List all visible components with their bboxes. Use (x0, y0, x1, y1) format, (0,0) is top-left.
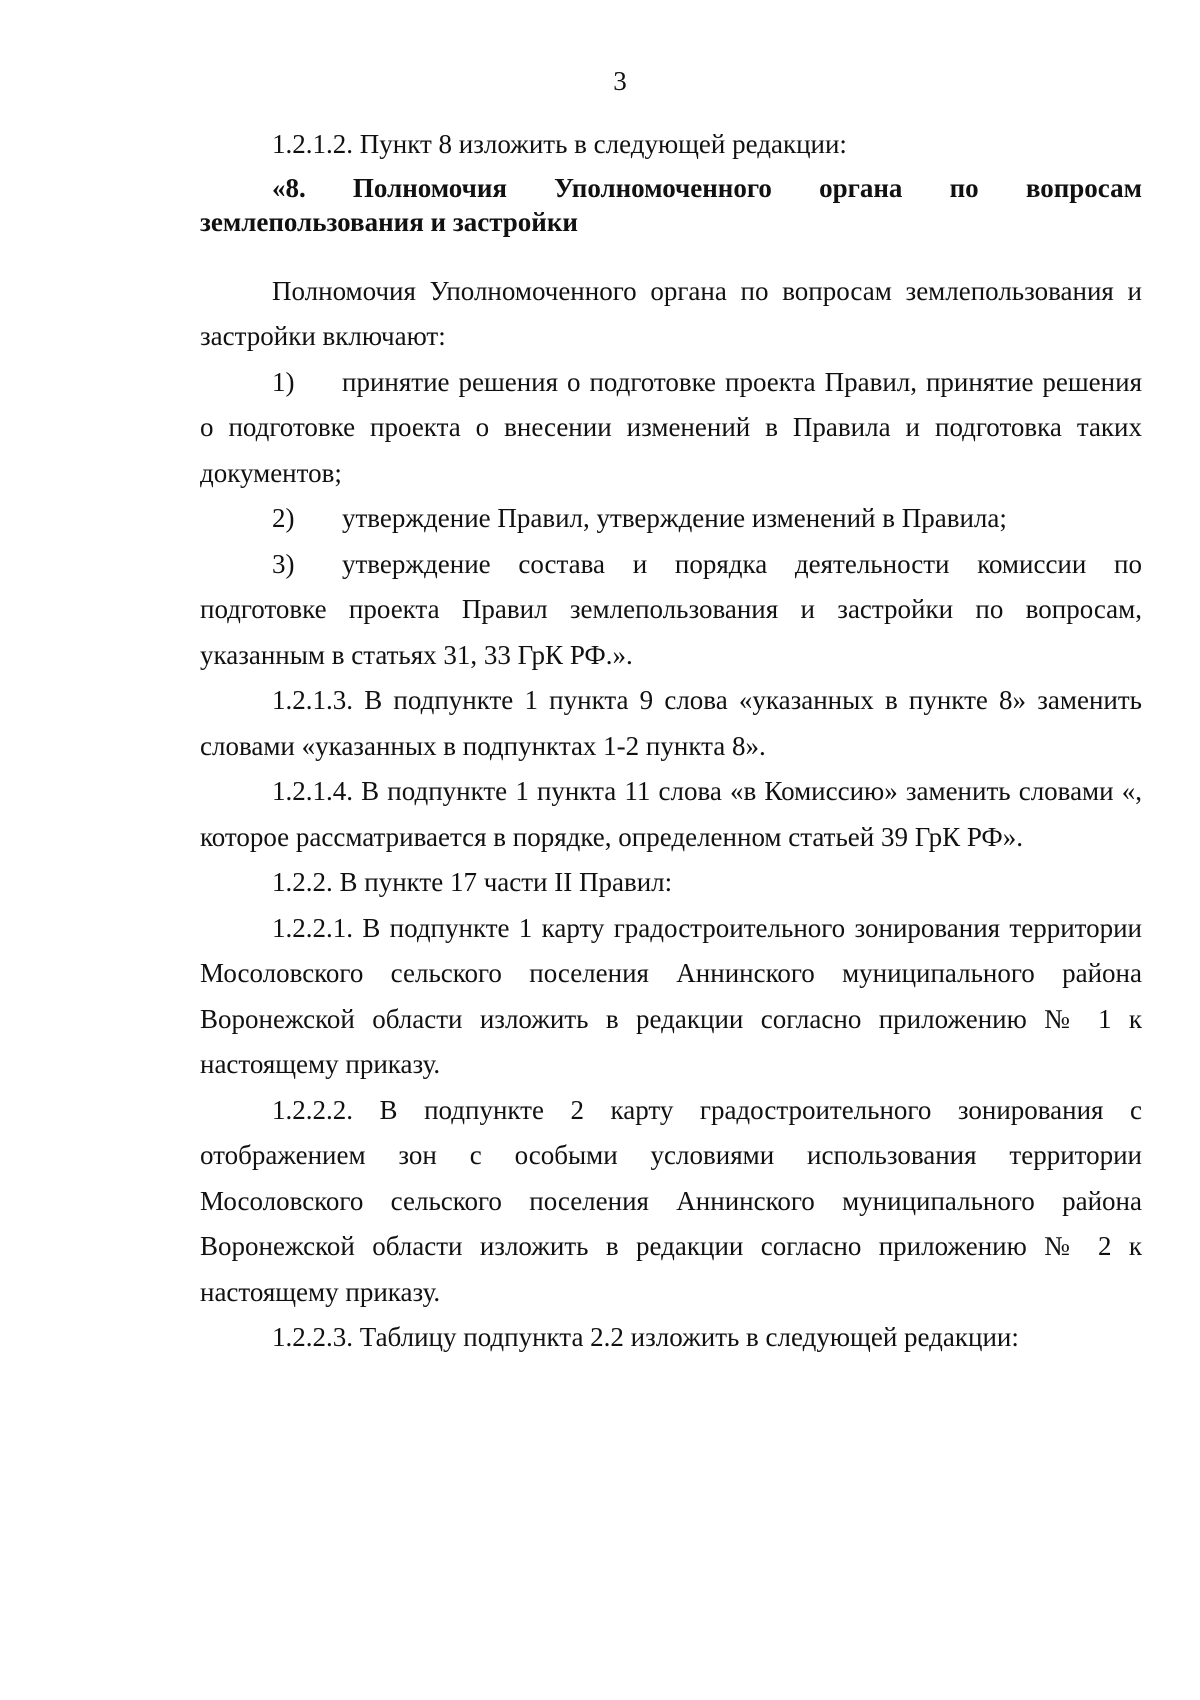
paragraph-1-2-2: 1.2.2. В пункте 17 части II Правил: (272, 867, 673, 897)
list-item-1-text: принятие решения о подготовке проекта Правил, принятие решения о подготовке проекта о внесении изменений в Правила и подготовка таких документов; (200, 366, 1142, 488)
list-item-3-number: 3) (272, 548, 295, 579)
list-item-1-number: 1) (272, 366, 295, 397)
paragraph-1-2-2-1: 1.2.2.1. В подпункте 1 карту градостроительного зонирования территории Мосоловского сельского поселения Аннинского муниципального района Воронежской области изложить в редакции согласно приложению № 1 к настоящему приказу. (200, 912, 1142, 1079)
paragraph-1-2-2-3: 1.2.2.3. Таблицу подпункта 2.2 изложить в следующей редакции: (272, 1322, 1019, 1352)
list-item-3 (200, 542, 1142, 679)
list-item-2-text: утверждение Правил, утверждение изменений в Правила; (342, 503, 1007, 533)
section-heading: «8. Полномочия Уполномоченного органа по вопросам землепользования и застройки (200, 172, 1142, 237)
paragraph-1-2-1-2: 1.2.1.2. Пункт 8 изложить в следующей редакции: (272, 129, 847, 159)
paragraph-1-2-2-2: 1.2.2.2. В подпункте 2 карту градостроительного зонирования с отображением зон с особыми условиями использования территории Мосоловского сельского поселения Аннинского муниципального района Воронежской области изложить в редакции согласно приложению № 2 к настоящему приказу. (200, 1094, 1142, 1307)
paragraph-1-2-1-4: 1.2.1.4. В подпункте 1 пункта 11 слова «в Комиссию» заменить словами «, которое рассматривается в порядке, определенном статьей 39 ГрК РФ». (200, 776, 1142, 852)
list-item-3-text: утверждение состава и порядка деятельности комиссии по подготовке проекта Правил землепользования и застройки по вопросам, указанным в статьях 31, 33 ГрК РФ.». (200, 548, 1142, 670)
list-item-2-number: 2) (272, 503, 295, 533)
paragraph-1-2-1-3: 1.2.1.3. В подпункте 1 пункта 9 слова «указанных в пункте 8» заменить словами «указанных в подпунктах 1-2 пункта 8». (200, 685, 1142, 761)
list-item-1 (200, 360, 1142, 497)
document-body (200, 122, 1142, 1361)
page-number: 3 (613, 66, 627, 96)
list-item-2 (200, 496, 1142, 542)
paragraph-powers-intro: Полномочия Уполномоченного органа по вопросам землепользования и застройки включают: (200, 275, 1142, 351)
